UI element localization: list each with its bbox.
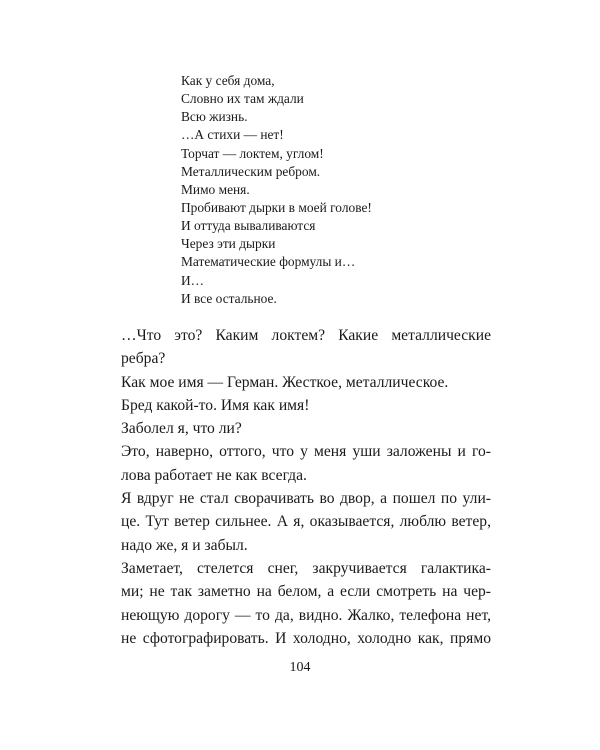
- text-line: Заметает, стелется снег, закручивается галактика-: [121, 559, 491, 577]
- poem-line: Торчат — локтем, углом!: [181, 145, 324, 161]
- text-line: Бред какой-то. Имя как имя!: [121, 396, 310, 414]
- text-line: Я вдруг не стал сворачивать во двор, а пошел по ули-: [121, 490, 491, 508]
- poem-line: Пробивают дырки в моей голове!: [181, 199, 372, 215]
- text-line: лова работает не как всегда.: [121, 466, 307, 484]
- poem-line: Через эти дырки: [181, 236, 276, 252]
- paragraph: [121, 487, 491, 557]
- paragraph: [121, 371, 491, 394]
- page-number: 104: [289, 660, 311, 675]
- text-line: …Что это? Каким локтем? Какие металлические: [121, 327, 491, 344]
- text-line: ми; не так заметно на белом, а если смотреть на чер-: [121, 583, 491, 601]
- poem-line: Мимо меня.: [181, 181, 250, 197]
- poem-line: Как у себя дома,: [181, 73, 275, 88]
- text-line: це. Тут ветер сильнее. А я, оказывается, люблю ветер,: [121, 513, 491, 531]
- text-line: ребра?: [121, 350, 166, 368]
- poem-line: Металлическим ребром.: [181, 163, 321, 179]
- text-line: Как мое имя — Герман. Жесткое, металлическое.: [121, 373, 449, 391]
- text-line: Заболел я, что ли?: [121, 420, 242, 438]
- text-line: надо же, я и забыл.: [121, 536, 248, 554]
- poem-line: И…: [181, 272, 205, 288]
- text-line: Это, наверно, оттого, что у меня уши заложены и го-: [121, 443, 491, 461]
- poem-line: Словно их там ждали: [181, 91, 304, 107]
- paragraph: [121, 440, 491, 487]
- text-line: не сфотографировать. И холодно, холодно как, прямо: [121, 629, 491, 647]
- poem-line: Всю жизнь.: [181, 109, 248, 125]
- poem-block: [181, 72, 481, 308]
- poem-line: Математические формулы и…: [181, 254, 356, 270]
- text-line: неющую дорогу — то да, видно. Жалко, телефона нет,: [121, 606, 491, 624]
- poem-line: …А стихи — нет!: [181, 127, 284, 143]
- prose-block: [121, 324, 491, 650]
- paragraph: [121, 394, 491, 417]
- paragraph: [121, 324, 491, 371]
- poem-line: И все остальное.: [181, 290, 277, 306]
- paragraph: [121, 557, 491, 650]
- poem-line: И оттуда вываливаются: [181, 218, 316, 234]
- paragraph: [121, 417, 491, 440]
